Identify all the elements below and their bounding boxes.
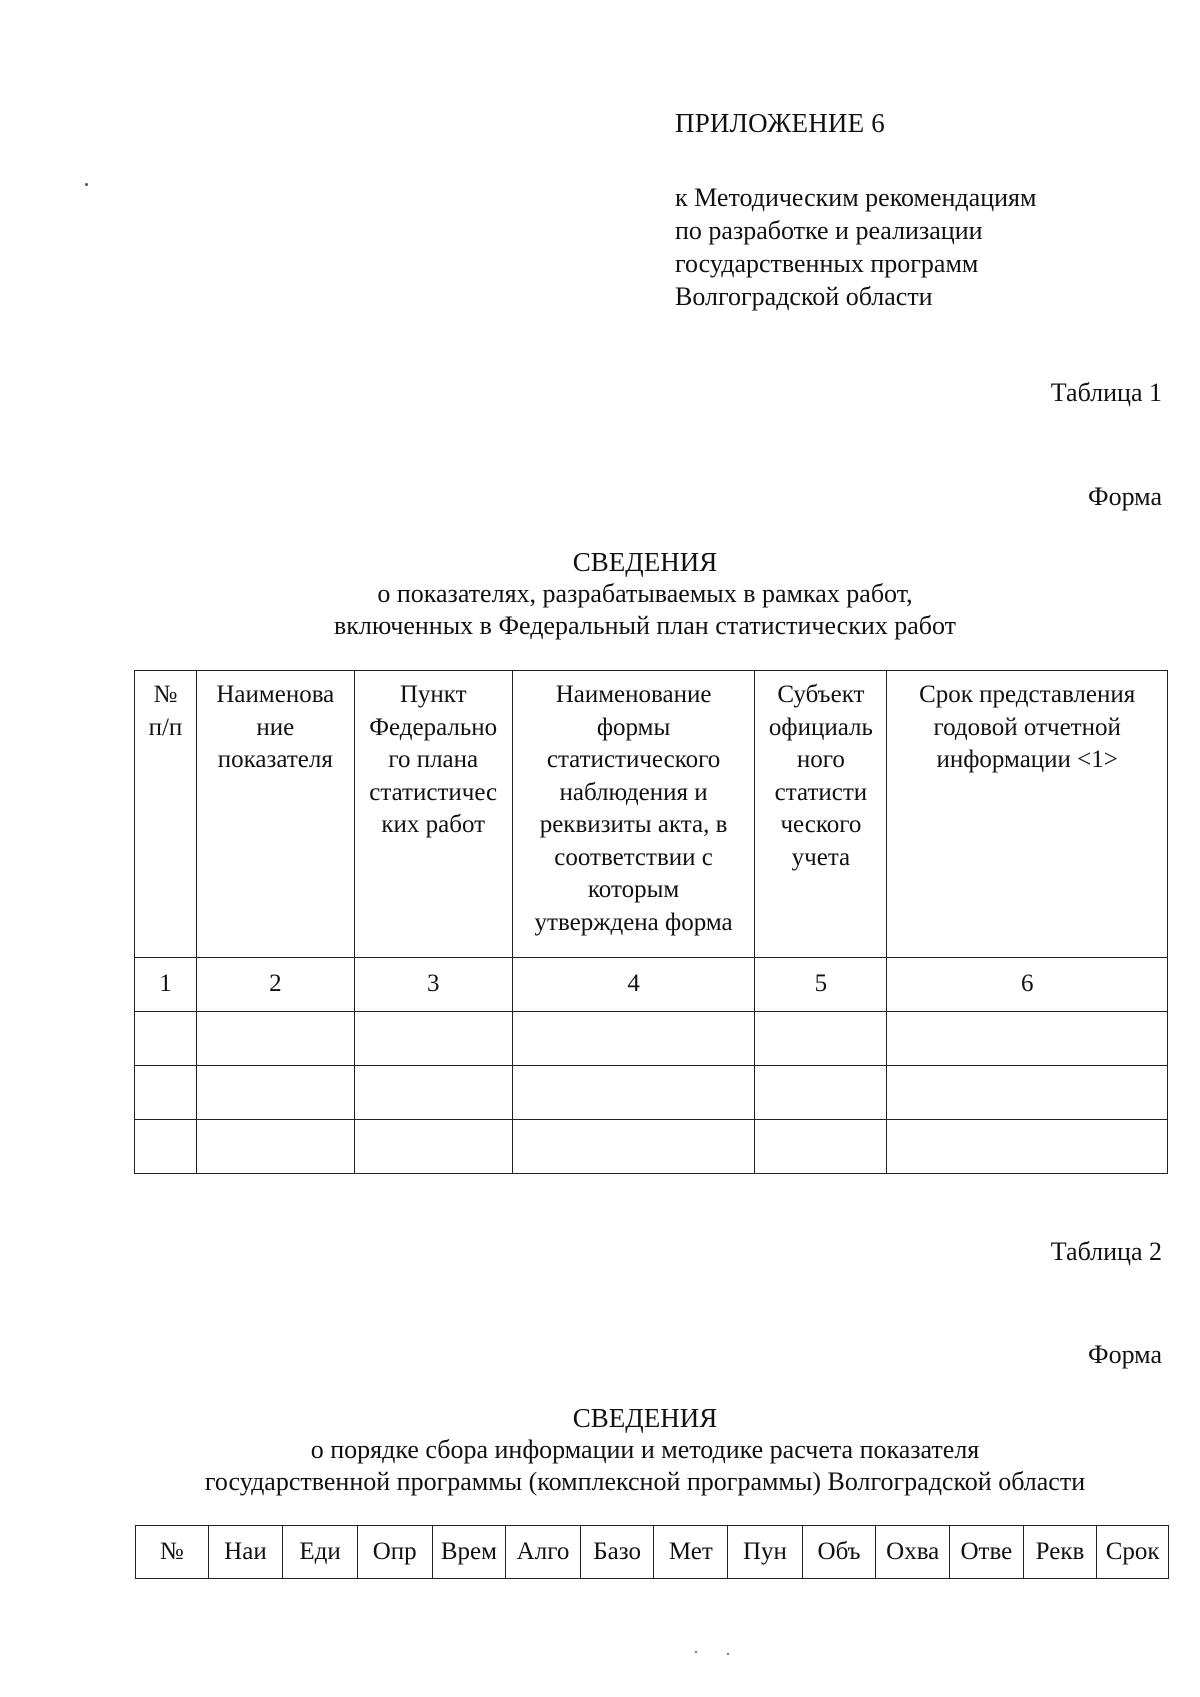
scan-speck — [727, 1653, 729, 1655]
table1-header-cell — [196, 671, 354, 958]
empty-cell — [887, 1066, 1168, 1120]
table2-heading — [0, 1402, 1200, 1498]
empty-cell — [755, 1120, 887, 1174]
header-text: статисти — [774, 778, 868, 806]
table2-header-cell: Срок — [1097, 1526, 1169, 1579]
empty-cell — [354, 1066, 512, 1120]
header-text: Срок представления — [919, 681, 1136, 708]
header-text: ного — [796, 746, 845, 773]
empty-cell — [755, 1012, 887, 1066]
table2-header-cell: Алго — [506, 1526, 581, 1579]
appendix-subtitle-line: к Методическим рекомендациям — [675, 183, 1037, 212]
appendix-subtitle-line: по разработке и реализации — [675, 216, 983, 245]
column-number: 6 — [887, 958, 1168, 1012]
table2 — [135, 1525, 1169, 1579]
empty-cell — [135, 1066, 197, 1120]
table2-header-cell: № — [136, 1526, 209, 1579]
header-text: Субъект — [777, 681, 865, 708]
table1-header-cell — [135, 671, 197, 958]
empty-cell — [135, 1120, 197, 1174]
scan-speck — [85, 183, 88, 186]
table2-header-row — [136, 1526, 1169, 1579]
header-text: официаль — [768, 713, 873, 741]
header-text: ческого — [780, 811, 862, 838]
table2-heading-title: СВЕДЕНИЯ — [572, 1403, 718, 1433]
header-text: наблюдения и — [559, 778, 708, 806]
header-text: п/п — [148, 713, 183, 741]
table1-header-cell — [755, 671, 887, 958]
column-number: 3 — [354, 958, 512, 1012]
table2-header-cell: Отве — [950, 1526, 1024, 1579]
table1-header-cell — [887, 671, 1168, 958]
empty-cell — [512, 1120, 755, 1174]
table2-header-cell: Базо — [580, 1526, 654, 1579]
header-text: информации <1> — [936, 746, 1118, 773]
table2-header-cell: Еди — [283, 1526, 358, 1579]
empty-cell — [512, 1066, 755, 1120]
header-text: учета — [791, 843, 851, 871]
empty-cell — [354, 1012, 512, 1066]
empty-cell — [887, 1120, 1168, 1174]
table2-header-cell: Рекв — [1023, 1526, 1097, 1579]
table2-label: Таблица 2 — [1050, 1237, 1162, 1266]
appendix-subtitle-line: Волгоградской области — [675, 282, 933, 311]
header-text: соответствии с — [554, 843, 713, 871]
appendix-subtitle — [675, 181, 1036, 313]
table2-header-cell: Объ — [802, 1526, 876, 1579]
table2-header-cell: Мет — [654, 1526, 728, 1579]
header-text: статистического — [546, 746, 721, 773]
header-text: показателя — [217, 746, 333, 773]
header-text: реквизиты акта, в — [539, 811, 728, 838]
table2-form-label: Форма — [1088, 1340, 1162, 1369]
header-text: ких работ — [381, 811, 486, 838]
header-text: формы — [596, 713, 671, 741]
table1-heading-line: о показателях, разрабатываемых в рамках работ, — [377, 579, 913, 608]
empty-cell — [755, 1066, 887, 1120]
table1 — [134, 670, 1168, 1174]
header-text: годовой отчетной — [933, 713, 1121, 741]
table2-header-cell: Пун — [728, 1526, 803, 1579]
table1-empty-row — [135, 1012, 1168, 1066]
table2-header-cell: Наи — [208, 1526, 283, 1579]
table2-header-cell: Врем — [432, 1526, 506, 1579]
header-text: № — [153, 681, 178, 708]
table2-heading-line: государственной программы (комплексной программы) Волгоградской области — [204, 1467, 1086, 1496]
table1-empty-row — [135, 1120, 1168, 1174]
empty-cell — [196, 1120, 354, 1174]
table2-header-cell: Опр — [357, 1526, 432, 1579]
header-text: которым — [587, 876, 680, 903]
table1-label: Таблица 1 — [1050, 378, 1162, 407]
empty-cell — [887, 1012, 1168, 1066]
table1-heading-title: СВЕДЕНИЯ — [572, 547, 718, 577]
header-text: ние — [256, 713, 295, 741]
header-text: Пункт — [399, 681, 467, 708]
column-number: 4 — [512, 958, 755, 1012]
table1-empty-row — [135, 1066, 1168, 1120]
table1-header-cell — [354, 671, 512, 958]
table1-heading — [0, 546, 1200, 642]
scan-speck — [695, 1651, 697, 1653]
appendix-title: ПРИЛОЖЕНИЕ 6 — [675, 108, 885, 138]
table1-form-label: Форма — [1088, 482, 1162, 511]
header-text: го плана — [388, 746, 479, 773]
appendix-subtitle-line: государственных программ — [675, 249, 979, 278]
table1-header-cell — [512, 671, 755, 958]
empty-cell — [196, 1066, 354, 1120]
header-text: Федерально — [369, 713, 498, 741]
column-number: 2 — [196, 958, 354, 1012]
column-number: 5 — [755, 958, 887, 1012]
table1-heading-line: включенных в Федеральный план статистических работ — [333, 611, 957, 640]
empty-cell — [354, 1120, 512, 1174]
column-number: 1 — [135, 958, 197, 1012]
table2-header-cell: Охва — [876, 1526, 950, 1579]
table1-number-row — [135, 958, 1168, 1012]
empty-cell — [196, 1012, 354, 1066]
table2-heading-line: о порядке сбора информации и методике расчета показателя — [310, 1435, 980, 1464]
header-text: утверждена форма — [534, 908, 733, 936]
empty-cell — [135, 1012, 197, 1066]
header-text: Наименование — [555, 681, 712, 708]
header-text: Наименова — [216, 681, 335, 708]
table1-header-row — [135, 671, 1168, 958]
header-text: статистичес — [369, 778, 498, 806]
empty-cell — [512, 1012, 755, 1066]
